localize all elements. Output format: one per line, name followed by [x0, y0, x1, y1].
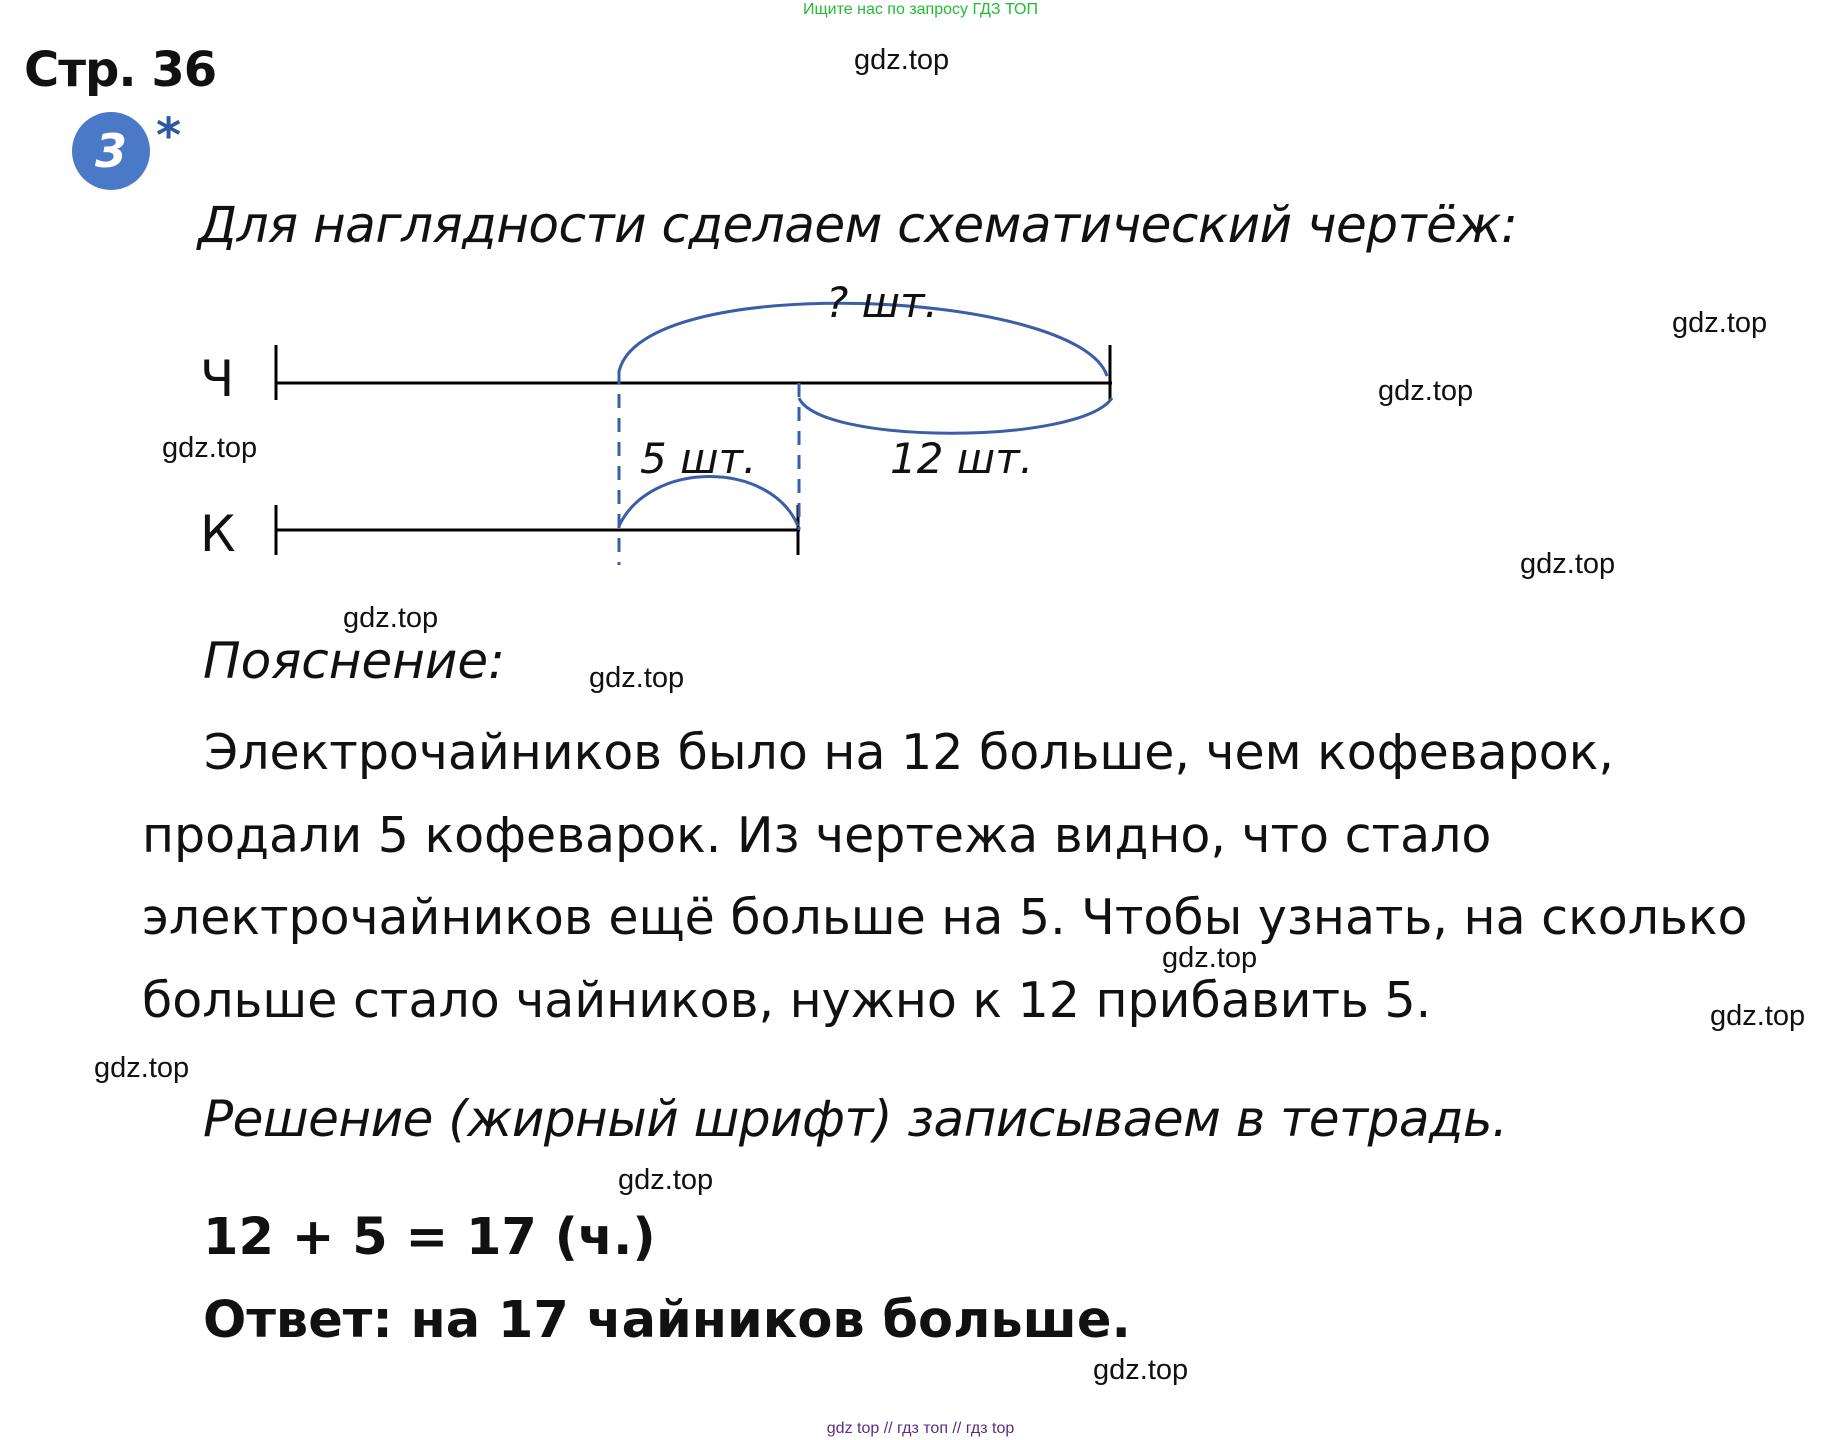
watermark: gdz.top — [343, 602, 439, 634]
explanation-text: Электрочайников было на 12 больше, чем кофеварок, продали 5 кофеварок. Из чертежа видно, что стало электрочайников ещё больше на 5. Чтобы узнать, на сколько больше стало чайников, нужно к 12 прибавить 5. — [142, 724, 1748, 1029]
explanation-heading: Пояснение: — [203, 632, 506, 690]
watermark: gdz.top — [1672, 307, 1768, 339]
answer: Ответ: на 17 чайников больше. — [203, 1291, 1131, 1350]
equation: 12 + 5 = 17 (ч.) — [203, 1208, 656, 1267]
task-number-badge: 3 — [72, 112, 150, 190]
top-search-note: Ищите нас по запросу ГДЗ ТОП — [803, 1, 1038, 18]
sold-label: 5 шт. — [640, 434, 757, 483]
solution-note: Решение (жирный шрифт) записываем в тетрадь. — [203, 1090, 1508, 1148]
watermark: gdz.top — [1520, 548, 1616, 580]
row-label-top: Ч — [200, 350, 235, 408]
footer-links: gdz top // гдз топ // гдз top — [826, 1420, 1015, 1437]
question-arc-label: ? шт. — [826, 278, 938, 327]
explanation-paragraph — [142, 712, 1822, 1042]
watermark: gdz.top — [589, 662, 685, 694]
task-asterisk-mark: * — [156, 108, 182, 164]
watermark: gdz.top — [1162, 942, 1258, 974]
intro-text: Для наглядности сделаем схематический чертёж: — [198, 196, 1518, 254]
watermark: gdz.top — [618, 1164, 714, 1196]
watermark: gdz.top — [1378, 375, 1474, 407]
watermark: gdz.top — [854, 44, 950, 76]
watermark: gdz.top — [94, 1052, 190, 1084]
watermark: gdz.top — [1093, 1354, 1189, 1386]
page-title: Стр. 36 — [24, 42, 217, 98]
watermark: gdz.top — [162, 432, 258, 464]
row-label-bottom: К — [200, 505, 236, 563]
difference-arc — [799, 398, 1112, 433]
sold-arc — [619, 477, 798, 527]
watermark: gdz.top — [1710, 1000, 1806, 1032]
difference-label: 12 шт. — [890, 434, 1034, 483]
